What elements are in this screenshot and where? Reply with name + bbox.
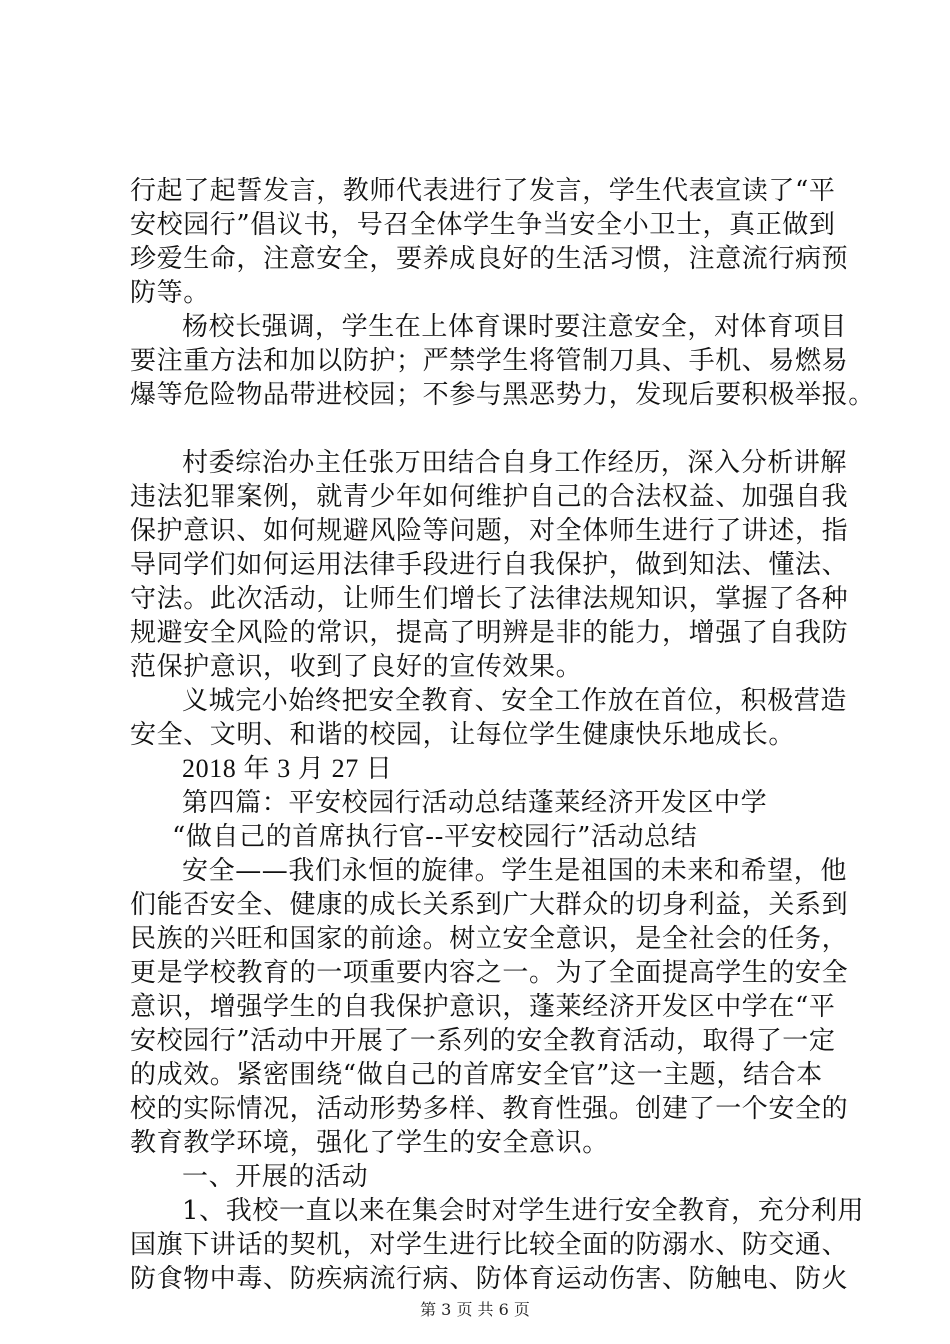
text-line: 保护意识、如何规避风险等问题，对全体师生进行了讲述，指 bbox=[130, 516, 849, 546]
text-line: 守法。此次活动，让师生们增长了法律法规知识，掌握了各种 bbox=[130, 584, 849, 614]
text-line: 义城完小始终把安全教育、安全工作放在首位，积极营造 bbox=[182, 686, 848, 716]
date-line: 2018 年 3 月 27 日 bbox=[182, 754, 393, 783]
text-line: 安全、文明、和谐的校园，让每位学生健康快乐地成长。 bbox=[130, 720, 796, 750]
text-line: 规避安全风险的常识，提高了明辨是非的能力，增强了自我防 bbox=[130, 618, 849, 648]
text-line: 防等。 bbox=[130, 278, 210, 308]
text-line: 国旗下讲话的契机，对学生进行比较全面的防溺水、防交通、 bbox=[130, 1230, 849, 1260]
text-line: 意识，增强学生的自我保护意识，蓬莱经济开发区中学在“平 bbox=[130, 992, 836, 1022]
page-footer: 第 3 页 共 6 页 bbox=[420, 1300, 530, 1319]
text-line: 教育教学环境，强化了学生的安全意识。 bbox=[130, 1128, 609, 1158]
text-line: 1、我校一直以来在集会时对学生进行安全教育，充分利用 bbox=[182, 1196, 865, 1226]
text-line: 安校园行”活动中开展了一系列的安全教育活动，取得了一定 bbox=[130, 1026, 836, 1056]
text-line: 违法犯罪案例，就青少年如何维护自己的合法权益、加强自我 bbox=[130, 482, 849, 512]
text-line: 的成效。紧密围绕“做自己的首席安全官”这一主题，结合本 bbox=[130, 1060, 823, 1090]
text-line: 防食物中毒、防疾病流行病、防体育运动伤害、防触电、防火 bbox=[130, 1264, 849, 1294]
subsection-heading: 一、开展的活动 bbox=[182, 1162, 369, 1192]
text-line: 要注重方法和加以防护；严禁学生将管制刀具、手机、易燃易 bbox=[130, 346, 849, 376]
text-line: 杨校长强调，学生在上体育课时要注意安全，对体育项目 bbox=[182, 312, 848, 342]
text-line: 范保护意识，收到了良好的宣传效果。 bbox=[130, 652, 583, 682]
text-line: 村委综治办主任张万田结合自身工作经历，深入分析讲解 bbox=[182, 448, 848, 478]
text-line: 安全——我们永恒的旋律。学生是祖国的未来和希望，他 bbox=[182, 856, 848, 886]
text-line: 导同学们如何运用法律手段进行自我保护，做到知法、懂法、 bbox=[130, 550, 849, 580]
text-line: 爆等危险物品带进校园；不参与黑恶势力，发现后要积极举报。 bbox=[130, 380, 875, 410]
article-title: “做自己的首席执行官--平安校园行”活动总结 bbox=[172, 822, 698, 852]
section-heading: 第四篇：平安校园行活动总结蓬莱经济开发区中学 bbox=[182, 788, 768, 818]
text-line: 更是学校教育的一项重要内容之一。为了全面提高学生的安全 bbox=[130, 958, 849, 988]
text-line: 民族的兴旺和国家的前途。树立安全意识，是全社会的任务， bbox=[130, 924, 849, 954]
text-line: 安校园行”倡议书，号召全体学生争当安全小卫士，真正做到 bbox=[130, 210, 836, 240]
text-line: 校的实际情况，活动形势多样、教育性强。创建了一个安全的 bbox=[130, 1094, 849, 1124]
text-line: 们能否安全、健康的成长关系到广大群众的切身利益，关系到 bbox=[130, 890, 849, 920]
text-line: 珍爱生命，注意安全，要养成良好的生活习惯，注意流行病预 bbox=[130, 244, 849, 274]
text-line: 行起了起誓发言，教师代表进行了发言，学生代表宣读了“平 bbox=[130, 176, 836, 206]
